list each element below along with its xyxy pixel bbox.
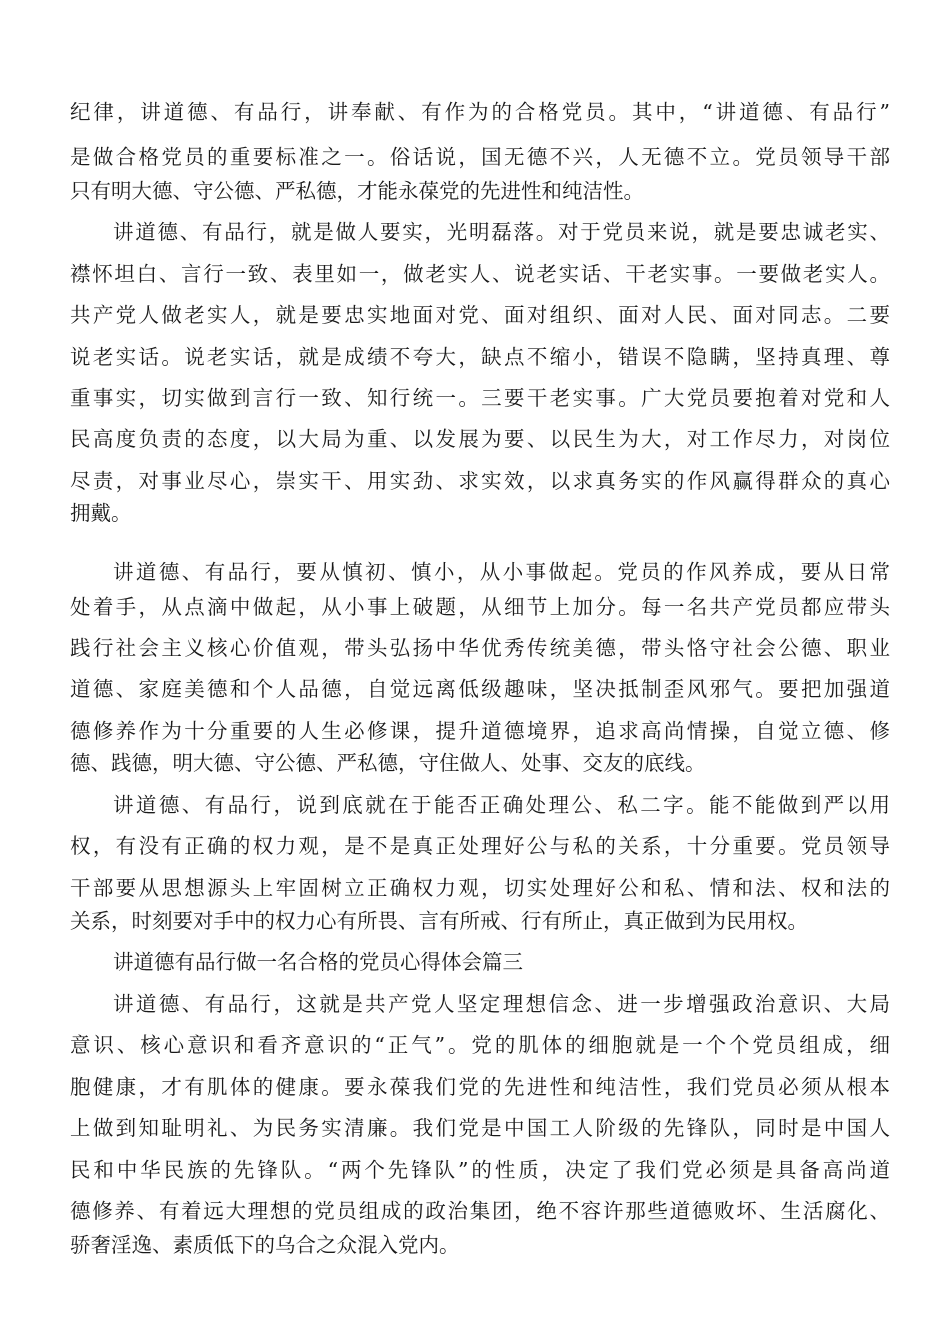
- text-line: 关系，时刻要对手中的权力心有所畏、言有所戒、行有所止，真正做到为民用权。: [70, 909, 808, 933]
- text-line: 德修养、有着远大理想的党员组成的政治集团，绝不容许那些道德败坏、生活腐化、: [70, 1199, 890, 1223]
- text-line: 说老实话。说老实话，就是成绩不夸大，缺点不缩小，错误不隐瞒，坚持真理、尊: [70, 345, 890, 369]
- text-line: 纪律，讲道德、有品行，讲奉献、有作为的合格党员。其中，“讲道德、有品行”: [70, 100, 890, 124]
- text-line: 践行社会主义核心价值观，带头弘扬中华优秀传统美德，带头恪守社会公德、职业: [70, 636, 890, 660]
- text-line: 胞健康，才有肌体的健康。要永葆我们党的先进性和纯洁性，我们党员必须从根本: [70, 1075, 890, 1099]
- text-line: 尽责，对事业尽心，崇实干、用实劲、求实效，以求真务实的作风赢得群众的真心: [70, 469, 890, 493]
- text-line: 讲道德、有品行，就是做人要实，光明磊落。对于党员来说，就是要忠诚老实、: [113, 220, 890, 244]
- text-line: 只有明大德、守公德、严私德，才能永葆党的先进性和纯洁性。: [70, 179, 644, 203]
- text-line: 拥戴。: [70, 501, 132, 525]
- text-line: 讲道德、有品行，要从慎初、慎小，从小事做起。党员的作风养成，要从日常: [113, 560, 890, 584]
- text-line: 是做合格党员的重要标准之一。俗话说，国无德不兴，人无德不立。党员领导干部: [70, 145, 890, 169]
- text-line: 上做到知耻明礼、为民务实清廉。我们党是中国工人阶级的先锋队，同时是中国人: [70, 1116, 890, 1140]
- section-heading: 讲道德有品行做一名合格的党员心得体会篇三: [113, 950, 523, 974]
- text-line: 权，有没有正确的权力观，是不是真正处理好公与私的关系，十分重要。党员领导: [70, 834, 890, 858]
- text-line: 民和中华民族的先锋队。“两个先锋队”的性质，决定了我们党必须是具备高尚道: [70, 1158, 890, 1182]
- text-line: 干部要从思想源头上牢固树立正确权力观，切实处理好公和私、情和法、权和法的: [70, 876, 890, 900]
- text-line: 德修养作为十分重要的人生必修课，提升道德境界，追求高尚情操，自觉立德、修: [70, 719, 890, 743]
- text-line: 意识、核心意识和看齐意识的“正气”。党的肌体的细胞就是一个个党员组成，细: [70, 1033, 890, 1057]
- text-line: 道德、家庭美德和个人品德，自觉远离低级趣味，坚决抵制歪风邪气。要把加强道: [70, 677, 890, 701]
- text-line: 襟怀坦白、言行一致、表里如一，做老实人、说老实话、干老实事。一要做老实人。: [70, 262, 890, 286]
- text-line: 处着手，从点滴中做起，从小事上破题，从细节上加分。每一名共产党员都应带头: [70, 595, 890, 619]
- text-line: 骄奢淫逸、素质低下的乌合之众混入党内。: [70, 1233, 460, 1257]
- text-line: 民高度负责的态度，以大局为重、以发展为要、以民生为大，对工作尽力，对岗位: [70, 427, 890, 451]
- text-line: 重事实，切实做到言行一致、知行统一。三要干老实事。广大党员要抱着对党和人: [70, 386, 890, 410]
- text-line: 讲道德、有品行，这就是共产党人坚定理想信念、进一步增强政治意识、大局: [113, 992, 890, 1016]
- text-line: 德、践德，明大德、守公德、严私德，守住做人、处事、交友的底线。: [70, 751, 706, 775]
- text-line: 讲道德、有品行，说到底就在于能否正确处理公、私二字。能不能做到严以用: [113, 793, 890, 817]
- text-line: 共产党人做老实人，就是要忠实地面对党、面对组织、面对人民、面对同志。二要: [70, 303, 890, 327]
